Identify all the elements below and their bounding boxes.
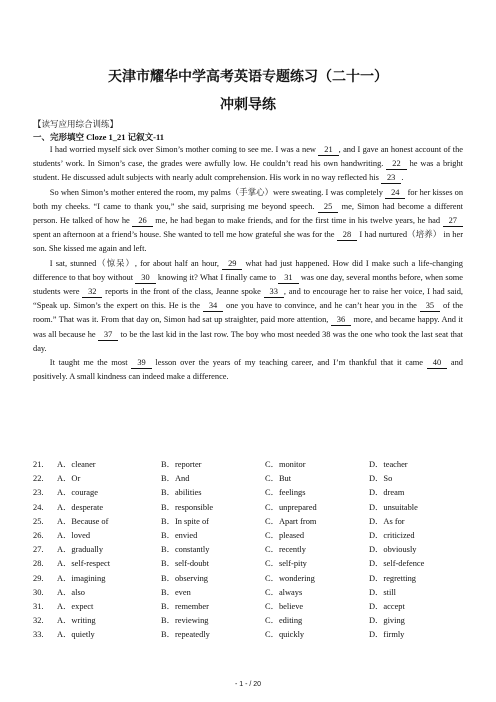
section-tag: 【读写应用综合训练】 (33, 119, 119, 129)
option-row (33, 486, 463, 500)
option-c: C．editing (265, 616, 303, 626)
option-c: C．pleased (265, 530, 305, 540)
text: It taught me the most (49, 358, 132, 368)
option-b: B．observing (161, 573, 208, 583)
text: to be the last kid in the last row. The boy who most needed 38 was the one who took the last seat that day. (33, 329, 463, 353)
option-c: C．monitor (265, 460, 306, 469)
option-row (33, 600, 463, 614)
text: I had nurtured（培养） in her son. She kissed me again and left. (33, 230, 463, 254)
text: . (401, 173, 404, 183)
page-number: - 1 - / 20 (234, 681, 262, 688)
option-a: A．cleaner (57, 460, 96, 469)
blank-27: 27 (443, 215, 463, 227)
text: So when Simon’s mother entered the room, my palms（手掌心）were sweating. I was completely (49, 187, 386, 197)
blank-26: 26 (132, 215, 152, 227)
blank-28: 28 (337, 229, 357, 241)
option-b: B．reporter (161, 460, 202, 469)
options-list (33, 458, 463, 642)
text: , and I gave an honest account of the students’ work. In Simon’s case, the grades were awfully low. He couldn’t read his own handwriting. (33, 145, 463, 169)
option-row (33, 515, 463, 529)
question-number: 33. (33, 630, 44, 640)
text: more, and became happy. And it was all because he (33, 315, 463, 339)
option-d: D．giving (369, 616, 405, 626)
option-d: D．obviously (369, 545, 417, 555)
text: me, Simon had become a different person. He talked of how he (33, 201, 463, 226)
paragraph-1 (33, 143, 463, 186)
option-c: C．But (265, 474, 292, 484)
text: of the room.” That was it. From that day on, Simon had sat up straighter, paid more attention, (33, 301, 463, 325)
option-d: D．dream (369, 488, 405, 498)
option-a: A．quietly (57, 630, 95, 640)
question-number: 25. (33, 516, 44, 526)
text: , and to encourage her to raise her voice, I had said, “Speak up. Simon’s the expert on this. He is the (33, 287, 463, 311)
option-b: B．even (161, 587, 191, 597)
option-d: D．still (369, 587, 396, 597)
text: spent an afternoon at a friend’s house. She wanted to tell me how grateful she was for the (33, 230, 337, 240)
option-b: B．abilities (161, 488, 202, 498)
option-d: D．unsuitable (369, 502, 418, 512)
text: for her kisses on both my cheeks. “I came to thank you,” she said, surprising me beyond speech. (33, 187, 464, 211)
text: reports in the front of the class, Jeanne spoke (102, 287, 264, 297)
option-row (33, 472, 463, 486)
option-c: C．unprepared (265, 502, 317, 512)
option-d: D．self-defence (369, 559, 425, 569)
blank-29: 29 (222, 258, 242, 270)
text: I sat, stunned（惊呆）, for about half an hour, (49, 258, 223, 268)
question-number: 27. (33, 545, 44, 555)
blank-21: 21 (318, 144, 338, 156)
option-c: C．quickly (265, 630, 305, 640)
option-row (33, 529, 463, 543)
question-number: 32. (33, 616, 44, 626)
option-c: C．wondering (265, 573, 315, 583)
question-number: 23. (33, 488, 44, 498)
paragraph-4 (33, 356, 463, 384)
text: me, he had began to make friends, and for the first time in his twelve years, he had (152, 216, 443, 226)
question-number: 24. (33, 502, 44, 512)
text: he was a bright student. He discussed adult subjects with nearly adult comprehension. His work in no way reflected his (33, 159, 463, 183)
option-b: B．envied (161, 530, 198, 540)
option-row (33, 572, 463, 586)
option-a: A．gradually (57, 545, 104, 555)
blank-37: 37 (98, 329, 118, 341)
option-c: C．always (265, 587, 303, 597)
blank-30: 30 (135, 272, 155, 284)
option-a: A．self-respect (57, 559, 111, 569)
blank-34: 34 (203, 300, 223, 312)
text: what had just happened. How did I make such a life-changing difference to that boy without (33, 258, 463, 282)
option-d: D．So (369, 474, 393, 484)
option-d: D．teacher (369, 460, 408, 469)
document-subtitle: 冲刺导练 (220, 97, 276, 113)
text: lesson over the years of my teaching career, and I’m thankful that it came (151, 358, 427, 368)
option-b: B．responsible (161, 502, 214, 512)
option-a: A．Because of (57, 516, 109, 526)
paragraph-2 (33, 186, 463, 257)
option-c: C．Apart from (265, 516, 317, 526)
option-row (33, 628, 463, 642)
blank-35: 35 (420, 300, 440, 312)
option-a: A．courage (57, 488, 98, 498)
question-number: 31. (33, 601, 44, 611)
option-d: D．As for (369, 516, 405, 526)
option-row (33, 586, 463, 600)
blank-31: 31 (278, 272, 298, 284)
blank-24: 24 (385, 187, 405, 199)
question-number: 22. (33, 474, 44, 484)
option-b: B．And (161, 474, 190, 484)
option-a: A．writing (57, 616, 96, 626)
option-a: A．desperate (57, 502, 104, 512)
blank-22: 22 (386, 158, 406, 170)
text: and positively. A small kindness can indeed make a difference. (33, 358, 463, 382)
cloze-passage (33, 143, 463, 384)
blank-36: 36 (331, 314, 351, 326)
question-number: 30. (33, 587, 44, 597)
option-row (33, 557, 463, 571)
option-a: A．loved (57, 530, 91, 540)
option-a: A．imagining (57, 573, 106, 583)
option-b: B．remember (161, 601, 209, 611)
question-number: 29. (33, 573, 44, 583)
blank-40: 40 (427, 357, 447, 369)
option-b: B．repeatedly (161, 630, 210, 640)
option-row (33, 614, 463, 628)
blank-33: 33 (264, 286, 284, 298)
question-number: 28. (33, 559, 44, 569)
question-number: 21. (33, 460, 44, 469)
text: was one day, several months before, when some students were (33, 272, 464, 297)
paragraph-3 (33, 257, 463, 356)
option-b: B．constantly (161, 545, 210, 555)
blank-32: 32 (82, 286, 102, 298)
option-a: A．expect (57, 601, 94, 611)
text: knowing it? What I finally came to (155, 272, 279, 282)
option-d: D．criticized (369, 530, 415, 540)
blank-23: 23 (381, 172, 401, 184)
option-d: D．firmly (369, 630, 405, 640)
option-c: C．believe (265, 601, 304, 611)
option-d: D．accept (369, 601, 405, 611)
text: one you have to convince, and he can’t hear you in the (223, 301, 420, 311)
option-c: C．recently (265, 545, 306, 555)
option-d: D．regretting (369, 573, 416, 583)
option-c: C．self-pity (265, 559, 307, 569)
option-row (33, 458, 463, 472)
option-b: B．In spite of (161, 516, 209, 526)
option-b: B．self-doubt (161, 559, 209, 569)
option-row (33, 543, 463, 557)
text: I had worried myself sick over Simon’s mother coming to see me. I was a new (49, 145, 319, 154)
option-row (33, 501, 463, 515)
blank-25: 25 (318, 201, 338, 213)
option-a: A．Or (57, 474, 81, 484)
question-number: 26. (33, 530, 44, 540)
document-title: 天津市耀华中学高考英语专题练习（二十一） (108, 69, 388, 85)
section-heading: 一、完形填空 Cloze 1_21 记叙文-11 (33, 132, 165, 142)
option-b: B．reviewing (161, 616, 209, 626)
blank-39: 39 (131, 357, 151, 369)
option-c: C．feelings (265, 488, 306, 498)
option-a: A．also (57, 587, 85, 597)
